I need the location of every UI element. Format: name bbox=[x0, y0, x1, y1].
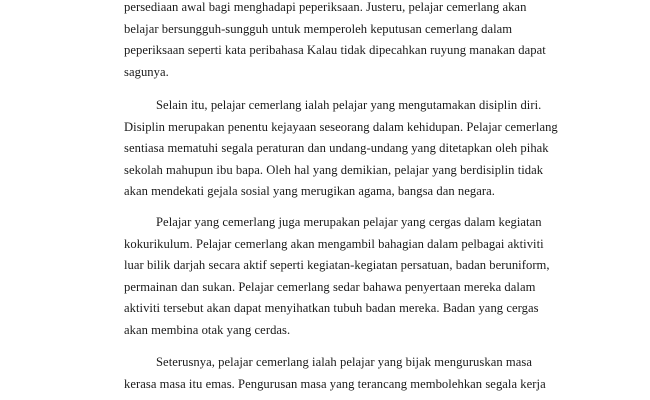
text-line: Seterusnya, pelajar cemerlang ialah pelajar yang bijak menguruskan masa bbox=[156, 355, 532, 369]
paragraph-exam-preparation bbox=[124, 0, 544, 83]
text-line: Disiplin merupakan penentu kejayaan seseorang dalam kehidupan. Pelajar cemerlang bbox=[124, 119, 558, 134]
text-line: Selain itu, pelajar cemerlang ialah pelajar yang mengutamakan disiplin diri. bbox=[156, 98, 542, 112]
text-line: peperiksaan seperti kata peribahasa Kalau tidak dipecahkan ruyung manakan dapat bbox=[124, 43, 546, 57]
paragraph-time-management bbox=[124, 352, 544, 395]
text-line: belajar bersungguh-sungguh untuk memperoleh keputusan cemerlang dalam bbox=[124, 21, 513, 36]
text-line: sentiasa mematuhi segala peraturan dan undang-undang yang ditetapkan oleh pihak bbox=[124, 141, 549, 155]
paragraph-discipline bbox=[124, 95, 558, 203]
text-line: akan membina otak yang cerdas. bbox=[124, 322, 291, 337]
text-line: akan mendekati gejala sosial yang merugikan agama, bangsa dan negara. bbox=[124, 184, 495, 198]
text-line: persediaan awal bagi menghadapi peperiksaan. Justeru, pelajar cemerlang akan bbox=[124, 0, 527, 14]
text-line: kerasa masa itu emas. Pengurusan masa yang terancang membolehkan segala kerja bbox=[124, 376, 546, 391]
text-line: kokurikulum. Pelajar cemerlang akan mengambil bahagian dalam pelbagai aktiviti bbox=[124, 236, 544, 251]
text-line: aktiviti tersebut akan dapat menyihatkan tubuh badan mereka. Badan yang cergas bbox=[124, 301, 539, 315]
text-line: permainan dan sukan. Pelajar cemerlang sedar bahawa penyertaan mereka dalam bbox=[124, 279, 536, 294]
text-line: sekolah mahupun ibu bapa. Oleh hal yang demikian, pelajar yang berdisiplin tidak bbox=[124, 162, 544, 177]
paragraph-cocurricular bbox=[124, 212, 550, 341]
text-line: luar bilik darjah secara aktif seperti kegiatan-kegiatan persatuan, badan beruniform, bbox=[124, 258, 550, 272]
text-line: sagunya. bbox=[124, 64, 169, 79]
text-line: Pelajar yang cemerlang juga merupakan pelajar yang cergas dalam kegiatan bbox=[156, 215, 542, 229]
